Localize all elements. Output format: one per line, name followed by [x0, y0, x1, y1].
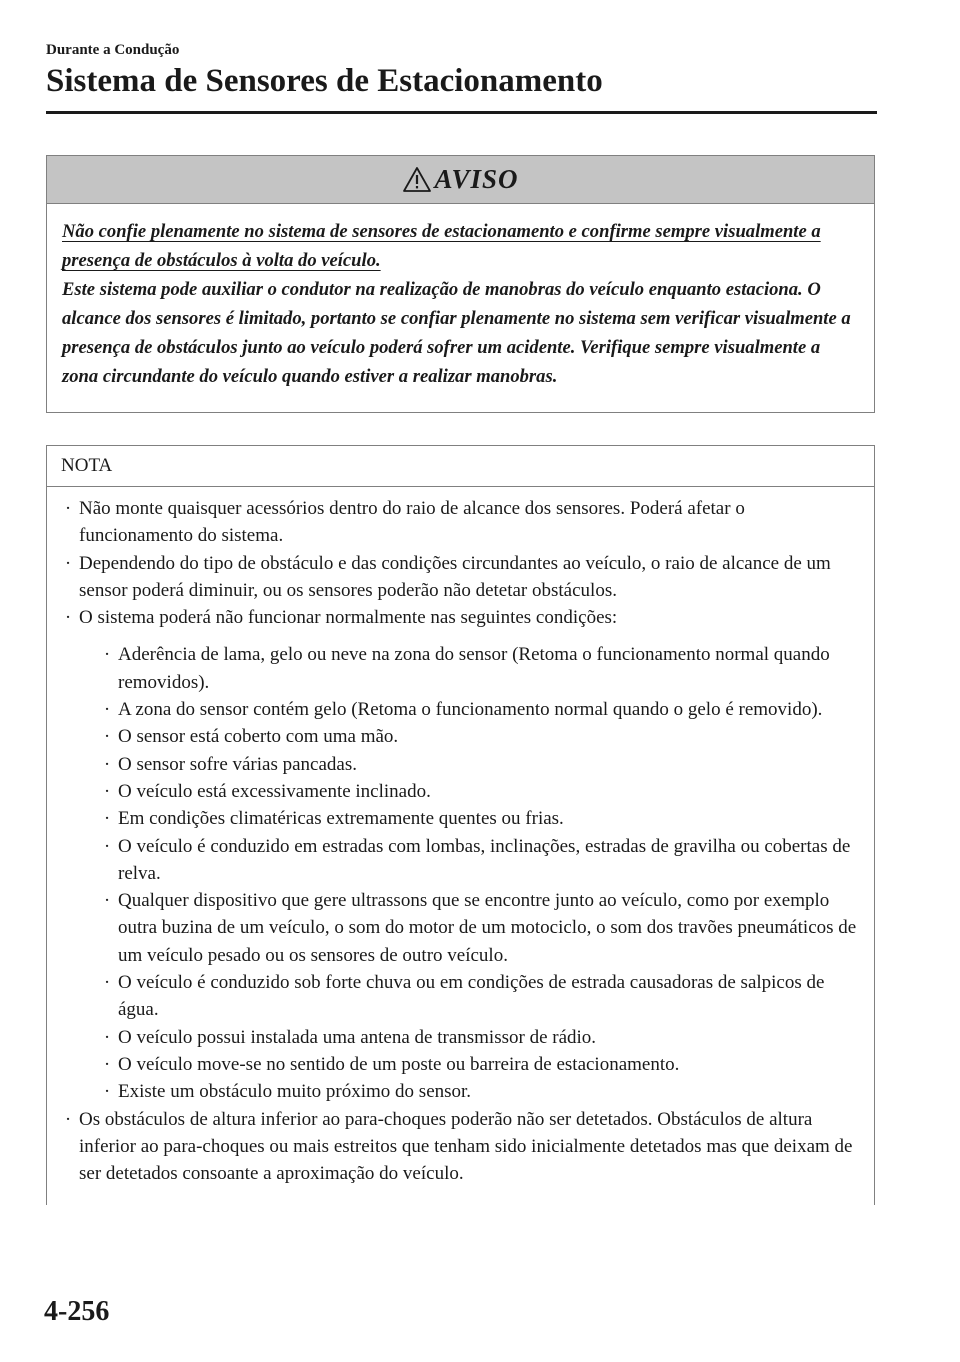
bullet: · [64, 607, 72, 629]
list-item: · Os obstáculos de altura inferior ao para-choques poderão não ser detetados. Obstáculos de altura inferior ao para-choques ou mais estreitos que tenham sido inicialmente detetados mas que deixam de ser detetados consoante a aproximação do veículo. [61, 1106, 860, 1188]
list-item: · O veículo move-se no sentido de um poste ou barreira de estacionamento. [79, 1051, 860, 1078]
warning-title: AVISO [434, 164, 519, 194]
title-rule [46, 111, 877, 114]
bullet: · [103, 835, 111, 857]
bullet: · [103, 1053, 111, 1075]
bullet: · [64, 1108, 72, 1130]
list-item: · Dependendo do tipo de obstáculo e das condições circundantes ao veículo, o raio de alcance de um sensor poderá diminuir, ou os sensores poderão não detetar obstáculos. [61, 550, 860, 605]
note-box [46, 445, 875, 1205]
list-item: · O veículo é conduzido sob forte chuva ou em condições de estrada causadoras de salpicos de água. [79, 969, 860, 1024]
list-item: · Existe um obstáculo muito próximo do sensor. [79, 1078, 860, 1105]
list-item: · Em condições climatéricas extremamente quentes ou frias. [79, 805, 860, 832]
conditions-list [79, 641, 860, 1105]
bullet: · [103, 808, 111, 830]
page-number: 4-256 [44, 1296, 110, 1327]
warning-header [47, 156, 874, 204]
list-item: · O veículo é conduzido em estradas com lombas, inclinações, estradas de gravilha ou cobertas de relva. [79, 833, 860, 888]
list-item: · A zona do sensor contém gelo (Retoma o funcionamento normal quando o gelo é removido). [79, 696, 860, 723]
list-item: · O sistema poderá não funcionar normalmente nas seguintes condições: · Aderência de lama, gelo ou neve na zona do sensor (Retoma o funcionamento normal quando removidos). · A zona do sensor contém gelo (Retoma o funcionamento normal quando o gelo é removido). · O sensor está coberto com uma mão. · O sensor sofre várias pancadas. · O veículo está excessivamente inclinado. · Em condições climatéricas extremamente quentes ou frias. · O veículo é conduzido em estradas com lombas, inclinações, estradas de gravilha ou cobertas de relva. · Qualquer dispositivo que gere ultrassons que se encontre junto ao veículo, como por exemplo outra buzina de um veículo, o som do motor de um motociclo, o som dos travões pneumáticos de um veículo pesado ou os sensores de outro veículo. · O veículo é conduzido sob forte chuva ou em condições de estrada causadoras de salpicos de água. · O veículo possui instalada uma antena de transmissor de rádio. · O veículo move-se no sentido de um poste ou barreira de estacionamento. · Existe um obstáculo muito próximo do sensor. [61, 604, 860, 1105]
bullet: · [103, 699, 111, 721]
list-item: · Não monte quaisquer acessórios dentro do raio de alcance dos sensores. Poderá afetar o funcionamento do sistema. [61, 495, 860, 550]
page-title: Sistema de Sensores de Estacionamento [46, 63, 603, 99]
bullet: · [64, 498, 72, 519]
note-title: NOTA [61, 455, 113, 476]
warning-emphasis-text: Não confie plenamente no sistema de sensores de estacionamento e confirme sempre visualmente a presença de obstáculos à volta do veículo. [62, 221, 821, 271]
list-item: · Qualquer dispositivo que gere ultrassons que se encontre junto ao veículo, como por exemplo outra buzina de um veículo, o som do motor de um motociclo, o som dos travões pneumáticos de um veículo pesado ou os sensores de outro veículo. [79, 887, 860, 969]
section-label: Durante a Condução [46, 42, 180, 58]
list-item: · Aderência de lama, gelo ou neve na zona do sensor (Retoma o funcionamento normal quando removidos). [79, 641, 860, 696]
list-item: · O sensor está coberto com uma mão. [79, 723, 860, 750]
bullet: · [103, 1081, 111, 1103]
note-list [61, 495, 860, 1187]
warning-body [47, 204, 874, 391]
bullet: · [103, 890, 111, 912]
list-item: · O veículo possui instalada uma antena de transmissor de rádio. [79, 1024, 860, 1051]
note-body [47, 487, 874, 1187]
list-item: · O veículo está excessivamente inclinado. [79, 778, 860, 805]
warning-box [46, 155, 875, 413]
bullet: · [103, 644, 111, 666]
bullet: · [103, 753, 111, 775]
note-header [47, 446, 874, 487]
bullet: · [103, 726, 111, 748]
bullet: · [103, 972, 111, 994]
warning-triangle-icon [402, 166, 432, 193]
bullet: · [64, 552, 72, 574]
warning-text: Este sistema pode auxiliar o condutor na realização de manobras do veículo enquanto estaciona. O alcance dos sensores é limitado, portanto se confiar plenamente no sistema sem verificar visualmente a presença de obstáculos junto ao veículo poderá sofrer um acidente. Verifique sempre visualmente a zona circundante do veículo quando estiver a realizar manobras. [62, 279, 851, 387]
bullet: · [103, 1026, 111, 1048]
bullet: · [103, 780, 111, 802]
list-item: · O sensor sofre várias pancadas. [79, 751, 860, 778]
